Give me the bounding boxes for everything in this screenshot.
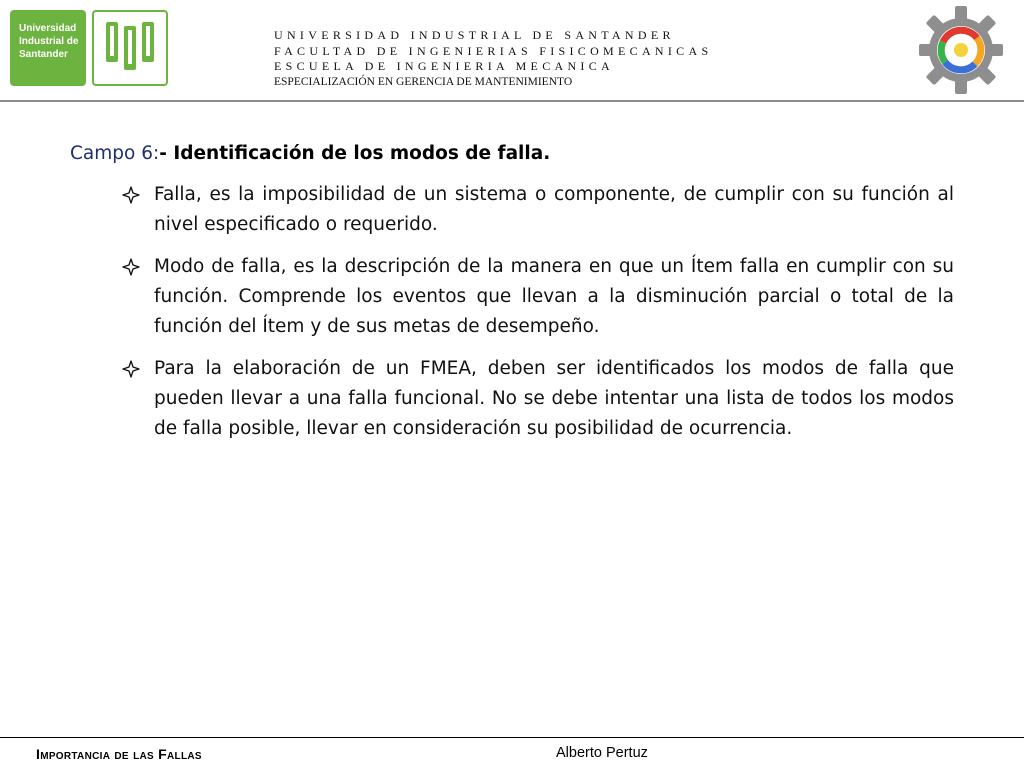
footer-divider — [0, 737, 1024, 738]
diamond-star-icon — [122, 186, 140, 204]
footer-author: Alberto Pertuz — [556, 745, 648, 761]
bullet-list — [70, 180, 954, 444]
heading-line-specialization: ESPECIALIZACIÓN EN GERENCIA DE MANTENIMIENTO — [274, 75, 573, 88]
bullet-text: Modo de falla, es la descripción de la manera en que un Ítem falla en cumplir con su función. Comprende los eventos que llevan a la disminución parcial o total de la función del Ítem y de sus metas de desempeño. — [154, 256, 954, 337]
heading-line-school: ESCUELA DE INGENIERIA MECANICA — [274, 59, 614, 73]
footer-section-title: Importancia de las Fallas — [36, 746, 202, 762]
gear-logo-icon — [918, 4, 1004, 96]
logo-text-line: Universidad — [19, 23, 77, 34]
logo-text-line: Industrial de — [19, 36, 79, 47]
title-text: - Identificación de los modos de falla. — [159, 143, 551, 164]
diamond-star-icon — [122, 360, 140, 378]
slide-title — [70, 140, 954, 168]
logo-text-line: Santander — [19, 49, 68, 60]
slide-header — [0, 0, 1024, 100]
title-field-label: Campo 6: — [70, 143, 160, 164]
uis-emblem-icon — [92, 10, 168, 86]
heading-line-university: UNIVERSIDAD INDUSTRIAL DE SANTANDER — [274, 28, 675, 42]
heading-line-faculty: FACULTAD DE INGENIERIAS FISICOMECANICAS — [274, 43, 713, 58]
institution-heading — [274, 28, 712, 89]
bullet-text: Falla, es la imposibilidad de un sistema o componente, de cumplir con su función al nivel especificado o requerido. — [154, 184, 954, 235]
diamond-star-icon — [122, 258, 140, 276]
list-item — [70, 252, 954, 342]
header-divider — [0, 100, 1024, 102]
bullet-text: Para la elaboración de un FMEA, deben ser identificados los modos de falla que pueden llevar a una falla funcional. No se debe intentar una lista de todos los modos de falla posible, llevar en consideración su posibilidad de ocurrencia. — [154, 358, 954, 439]
list-item — [70, 180, 954, 240]
list-item — [70, 354, 954, 444]
university-logo — [10, 10, 86, 86]
slide-body — [70, 140, 954, 456]
